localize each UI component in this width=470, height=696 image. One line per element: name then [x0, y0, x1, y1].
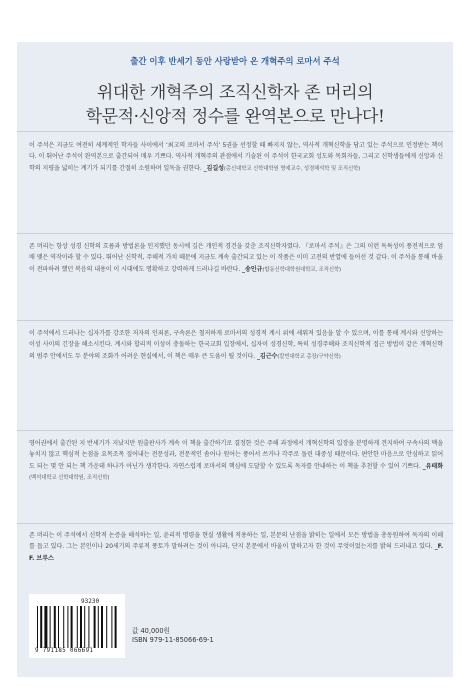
barcode-bar [77, 606, 78, 648]
endorser-affiliation: (칼빈대학교 총장/구약신학) [277, 353, 341, 360]
barcode-bar [71, 606, 73, 648]
endorsement-text: 영어권에서 출간된 지 반세기가 지났지만 원출판사가 계속 이 책을 출간하기로 결정한 것은 주해 과정에서 개혁신학의 입장을 분명하게 견지하여 구속사의 맥을 놓치지 않고 핵심적 논점을 요목조목 짚어내는 전문성과, 전문적인 솜어나 원어는 풍어서 쓰거나 각주로 돌린 대중성 때문이다. 편안한 마음으로 안심하고 읽어도 되는 몇 안 되는 책 가운데 하나가 아닌가 생각한다. 자연스럽게 로마서의 핵심에 도달할 수 있도록 독자를 안내하는 이 책을 추천할 수 있어 기쁘다. [29, 440, 443, 470]
tagline: 출간 이후 반세기 동안 사랑받아 온 개혁주의 로마서 주석 [130, 56, 340, 66]
barcode-bar [54, 606, 56, 648]
divider [17, 131, 453, 132]
barcode-addon-number: 93230 [81, 598, 100, 605]
barcode-number: 9 791185 066691 [35, 648, 94, 654]
endorser-name: _F. F. 브루스 [29, 543, 443, 562]
barcode-bar [80, 606, 82, 648]
barcode-bar [115, 606, 117, 648]
divider [17, 233, 453, 234]
divider [17, 523, 453, 524]
barcode-bar [67, 606, 68, 648]
endorser-affiliation: (합동신학대학원대학교, 조직신학) [262, 266, 342, 273]
endorser-name: _송인규 [242, 265, 263, 273]
barcode-bar [106, 606, 107, 648]
endorsement-text: 존 머리는 항상 성경 신학의 흐름과 방법론을 인지했던 동시에 깊은 개인적 경건을 갖춘 조직신학자였다. 『로마서 주석』은 그의 이런 독특성이 풍전적으로 엄매 맺은 역작이라 할 수 있다. 뛰어난 신학적, 주해적 가치 때문에 지금도 계속 출간되고 있는 이 작품은 이미 고전의 반열에 들어선 것 같다. 이 주석을 통해 바울이 전파하려 했던 복음의 내용이 이 시대에도 명확하고 강력하게 드러나길 바란다. [29, 243, 443, 273]
endorser-name: _유태화 [422, 462, 443, 470]
endorser-name: _김근수 [256, 352, 278, 360]
barcode-bar [111, 606, 112, 648]
endorsement-3 [29, 328, 443, 363]
barcode-bar [84, 606, 85, 648]
barcode-bar [37, 606, 38, 648]
endorsement-2 [29, 241, 443, 276]
barcode-bar [101, 606, 103, 648]
divider [17, 320, 453, 321]
barcode-bar [94, 606, 96, 648]
divider [17, 430, 453, 431]
endorsement-4 [29, 438, 443, 484]
isbn: ISBN 979-11-85066-69-1 [132, 636, 214, 644]
barcode-bar [40, 606, 42, 648]
barcode-bars [35, 606, 119, 648]
barcode-bar [44, 606, 47, 648]
headline-line-1: 위대한 개혁주의 조직신학자 존 머리의 [96, 83, 374, 103]
barcode [29, 594, 125, 658]
barcode-bar [98, 606, 99, 648]
endorsement-text: 이 주석은 지금도 여전히 세계적인 학자들 사이에서 ‘최고의 로마서 주석’ 5권을 선정할 때 빠지지 않는, 역사적 개혁신학을 담고 있는 주석으로 인정받는 책이다. 이 뛰어난 주석이 완역본으로 출간되어 매우 기쁘다. 역사적 개혁주의 관점에서 기술된 이 주석이 한국교회 성도와 목회자들, 그리고 신학생들에게 신앙과 신학의 지평을 넓히는 계기가 되기를 간절히 소원하며 일독을 권한다. [29, 142, 443, 172]
barcode-bar [63, 606, 64, 648]
endorser-name: _김길성 [203, 164, 224, 172]
endorsement-5 [29, 530, 443, 564]
endorsement-text: 이 주석에서 드러나는 십자가를 강조한 저자의 인죄론, 구속론은 철저하게 로마서의 성경적 계시 위에 세워져 있음을 알 수 있으며, 이를 통해 계시와 신앙하는 이성 사이의 긴장을 해소시킨다. 계시와 합리적 이성이 충돌하는 한국교회 입장에서, 십자이 성경신학, 특히 성경주해와 조직신학적 접근 방법이 같은 개혁신학의 범주 안에서도 두 분야의 조화가 어려운 현실에서, 이 책은 매우 큰 도움이 될 것이다. [29, 330, 443, 360]
barcode-bar [88, 606, 89, 648]
endorser-affiliation: (백석대학교 신학대학원, 조직신학) [29, 474, 110, 481]
headline-line-2: 학문적·신앙적 정수를 완역본으로 만나다! [85, 107, 385, 127]
endorsement-text: 존 머리는 이 주석에서 신학적 논증을 해석하는 일, 윤리적 명령을 현실 생활에 적용하는 일, 본문의 난점을 밝히는 일에서 모든 방법을 총동원하여 독자의 이해를 돕고 있다. 그는 본인이나 20세기의 주류적 풍토가 말하려는 것이 아니라, 단지 본문에서 바울이 말하고자 한 것이 무엇이었는지를 밝혀 드러내고 있다. [29, 532, 443, 551]
endorser-affiliation: (총신대학교 신학대학원 명예교수, 성경해석학 및 조직신학) [223, 165, 361, 172]
barcode-bar [58, 606, 59, 648]
endorsement-1 [29, 140, 443, 175]
barcode-bar [50, 606, 51, 648]
price: 값 40,000원 [132, 627, 170, 635]
